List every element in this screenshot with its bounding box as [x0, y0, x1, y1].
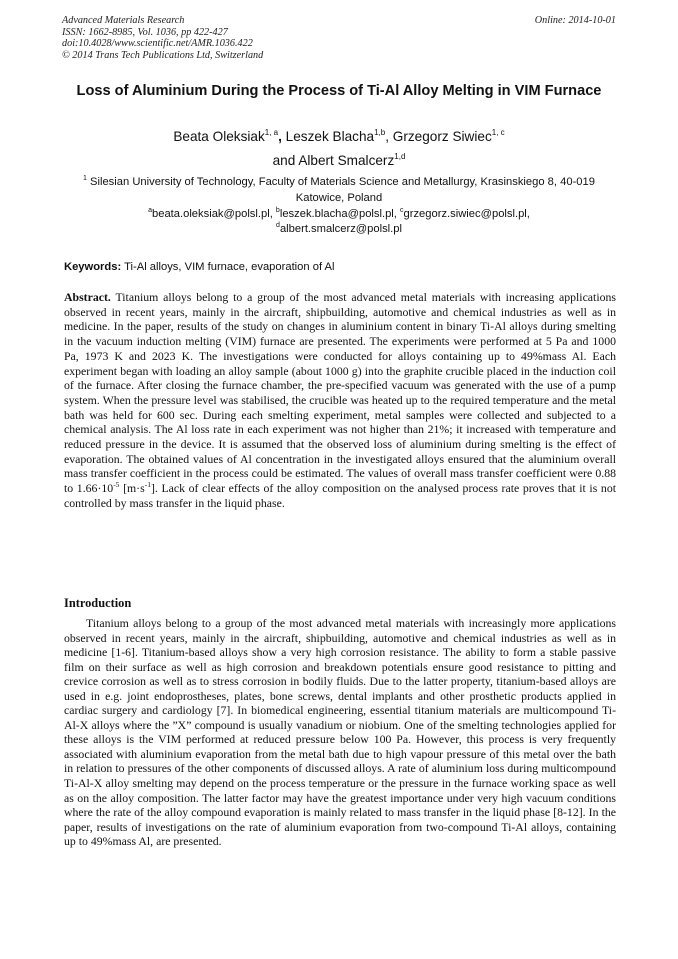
author-affil-mark: 1, c — [491, 128, 505, 137]
author-name: , Grzegorz Siwiec — [385, 129, 492, 144]
author-affil-mark: 1, a — [264, 128, 279, 137]
author-line-2 — [60, 149, 618, 173]
journal-doi: doi:10.4028/www.scientific.net/AMR.1036.422 — [62, 38, 253, 50]
journal-copyright: © 2014 Trans Tech Publications Ltd, Switzerland — [62, 49, 264, 61]
author-emails — [66, 207, 612, 236]
email-link: leszek.blacha@polsl.pl, — [279, 208, 401, 220]
author-separator: , — [278, 129, 282, 144]
email-mark: a — [148, 207, 152, 214]
keywords-label: Keywords: — [64, 261, 122, 273]
paper-title: Loss of Aluminium During the Process of Ti-Al Alloy Melting in VIM Furnace — [76, 83, 602, 99]
keywords — [64, 260, 616, 274]
introduction-paragraph: Titanium alloys belong to a group of the most advanced metal materials with increasingly more applications observed in recent years, mainly in the aircraft, shipbuilding, automotive and chemical industries as well as in medicine [1-6]. Titanium-based alloys show a very high corrosion resistance. The ability to form a stable passive film on their surface as well as high corrosion and breakdown potentials ensure good resistance to pitting and crevice corrosion as well as to stress corrosion in bodily fluids. Due to the latter property, titanium-based alloys are used in e.g. joint endoprostheses, plates, bone screws, dental implants and other prosthetic products applied in cardiac surgery and cardiology [7]. In biomedical engineering, essential titanium materials are multicompound Ti-Al-X alloys where the ”X” compound is usually vanadium or niobium. One of the smelting technologies applied for these alloys is the VIM performed at reduced pressure below 100 Pa. However, this process is very frequently associated with aluminium evaporation from the metal bath due to high vapour pressure of this metal over the bath in relation to pressures of the other components of discussed alloys. A rate of aluminium loss during multicompound Ti-Al-X alloy smelting may depend on the process temperature or the pressure in the furnace working space as well as on the alloy composition. The latter factor may have the greatest importance under very high vacuum conditions where the rate of the alloy compound evaporation is mainly related to mass transfer in the liquid phase [8-12]. In the paper, results of investigations on the rate of aluminium evaporation from two-compound Ti-Al alloys, containing up to 49%mass Al, are presented. — [64, 616, 616, 849]
abstract-unit: [m·s — [119, 481, 145, 496]
section-heading-introduction: Introduction — [64, 596, 132, 610]
email-mark: d — [276, 221, 280, 229]
abstract-label: Abstract. — [64, 290, 111, 304]
email-link: grzegorz.siwiec@polsl.pl, — [403, 208, 530, 220]
affiliation — [66, 175, 612, 206]
keywords-text: Ti-Al alloys, VIM furnace, evaporation of Al — [121, 261, 335, 273]
abstract-exponent: -5 — [113, 480, 120, 490]
journal-name: Advanced Materials Research — [62, 15, 185, 26]
email-link: beata.oleksiak@polsl.pl, — [152, 208, 276, 220]
journal-header — [62, 15, 616, 61]
abstract — [64, 290, 616, 511]
author-name: and Albert Smalcerz — [272, 153, 395, 168]
abstract-tail: ]. Lack of clear effects of the alloy composition on the analysed process rate proves that it is not controlled by mass transfer in the liquid phase. — [64, 481, 617, 510]
email-mark: c — [400, 207, 404, 214]
affiliation-text: Silesian University of Technology, Faculty of Materials Science and Metallurgy, Krasinskiego 8, 40-019 Katowice, Poland — [86, 176, 595, 204]
abstract-exponent: -1 — [144, 480, 151, 490]
author-line-1 — [60, 125, 618, 149]
affiliation-mark: 1 — [83, 175, 87, 182]
journal-issn: ISSN: 1662-8985, Vol. 1036, pp 422-427 — [62, 26, 228, 38]
author-name: Leszek Blacha — [281, 129, 375, 144]
author-affil-mark: 1,b — [374, 128, 386, 137]
email-mark: b — [275, 207, 280, 214]
online-date: Online: 2014-10-01 — [534, 15, 616, 26]
author-affil-mark: 1,d — [394, 152, 406, 161]
author-name: Beata Oleksiak — [173, 129, 265, 144]
author-list — [60, 125, 618, 173]
abstract-text: Titanium alloys belong to a group of the most advanced metal materials with increasing applications observed in recent years, mainly in the aircraft, shipbuilding, automotive and chemical industries as well as in medicine. In the paper, results of the study on changes in aluminium content in binary Ti-Al alloys during smelting in the vacuum induction melting (VIM) furnace are presented. The experiments were performed at 5 Pa and 1000 Pa, 1973 K and 2023 K. The investigations were conducted for alloys containing up to 49%mass Al. Each experiment began with loading an alloy sample (about 1000 g) into the graphite crucible placed in the induction coil of the furnace. After closing the furnace chamber, the pre-specified vacuum was generated with the use of a pump system. When the pressure level was stabilised, the crucible was heated up to the required temperature and the metal bath was held for 600 sec. During each smelting experiment, metal samples were collected and subjected to a chemical analysis. The Al loss rate in each experiment was not higher than 21%; it increased with temperature and reduced pressure in the device. It is assumed that the observed loss of aluminium during smelting is the effect of evaporation. The obtained values of Al concentration in the investigated alloys ensured that the aluminium overall mass transfer coefficient in the process could be estimated. The values of overall mass transfer coefficient were 0.88 to 1.66·10 — [64, 290, 616, 496]
email-link: albert.smalcerz@polsl.pl — [279, 222, 402, 235]
